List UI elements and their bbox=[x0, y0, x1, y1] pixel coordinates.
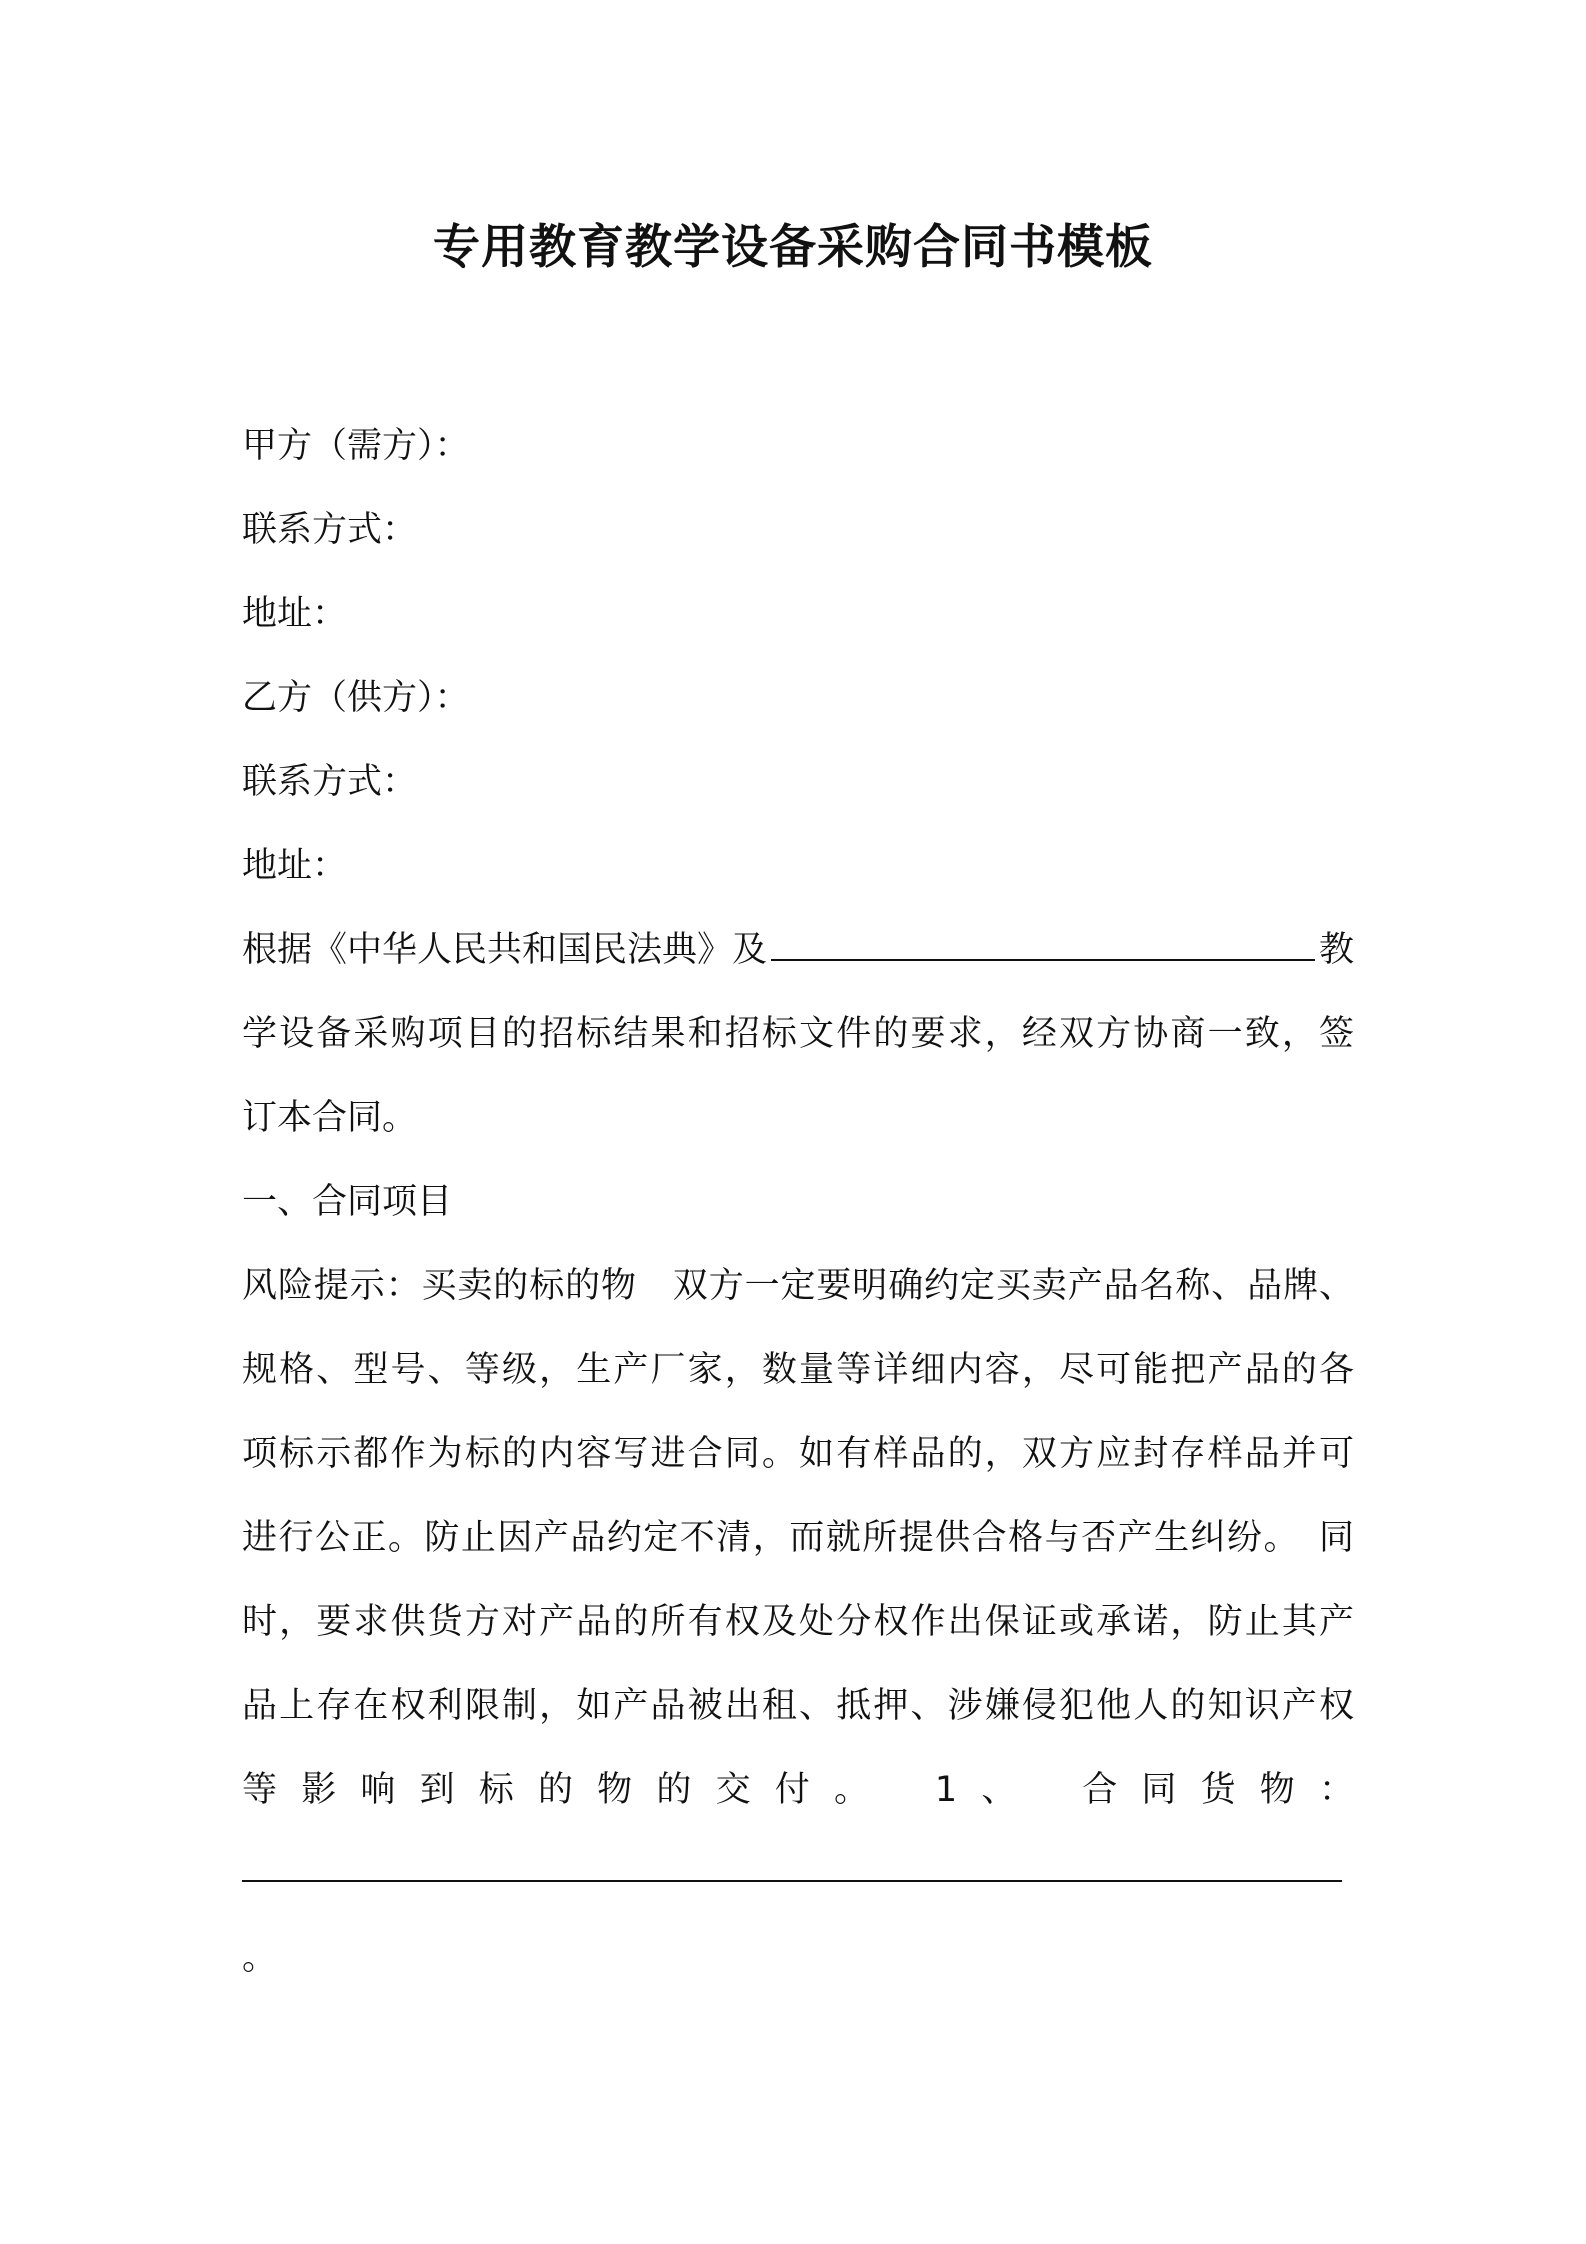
risk-line-2: 规格、型号、等级，生产厂家，数量等详细内容，尽可能把产品的各 bbox=[242, 1350, 1354, 1390]
preamble-line-2: 学设备采购项目的招标结果和招标文件的要求，经双方协商一致，签 bbox=[242, 1014, 1354, 1054]
preamble-line-1 bbox=[242, 908, 1354, 992]
preamble-text-after: 教 bbox=[1318, 930, 1354, 970]
party-b-label: 乙方（供方）： bbox=[242, 678, 470, 718]
risk-line-7: 等影响到标的物的交付。 1、 合同货物： bbox=[242, 1770, 1354, 1810]
risk-line-4: 进行公正。防止因产品约定不清，而就所提供合格与否产生纠纷。 同 bbox=[242, 1518, 1354, 1558]
party-a-label: 甲方（需方）： bbox=[242, 426, 470, 466]
party-a-contact-label: 联系方式： bbox=[242, 510, 418, 550]
risk-line-3: 项标示都作为标的内容写进合同。如有样品的，双方应封存样品并可 bbox=[242, 1434, 1354, 1474]
preamble-text-before: 根据《中华人民共和国民法典》及 bbox=[242, 930, 768, 970]
party-a-address-label: 地址： bbox=[242, 594, 348, 634]
project-name-blank bbox=[771, 929, 1315, 961]
section-1-heading: 一、合同项目 bbox=[242, 1182, 453, 1222]
party-b-address-label: 地址： bbox=[242, 846, 348, 886]
document-body bbox=[242, 404, 1354, 2000]
risk-line-6: 品上存在权利限制，如产品被出租、抵押、涉嫌侵犯他人的知识产权 bbox=[242, 1686, 1354, 1726]
preamble-line-3: 订本合同。 bbox=[242, 1098, 418, 1138]
party-b-contact-label: 联系方式： bbox=[242, 762, 418, 802]
risk-line-1: 风险提示：买卖的标的物 双方一定要明确约定买卖产品名称、品牌、 bbox=[242, 1266, 1354, 1306]
goods-end-mark: 。 bbox=[242, 1938, 278, 1978]
contract-goods-blank bbox=[242, 1832, 1354, 1916]
risk-line-5: 时，要求供货方对产品的所有权及处分权作出保证或承诺，防止其产 bbox=[242, 1602, 1354, 1642]
document-title: 专用教育教学设备采购合同书模板 bbox=[433, 220, 1153, 275]
goods-underline bbox=[242, 1880, 1342, 1882]
